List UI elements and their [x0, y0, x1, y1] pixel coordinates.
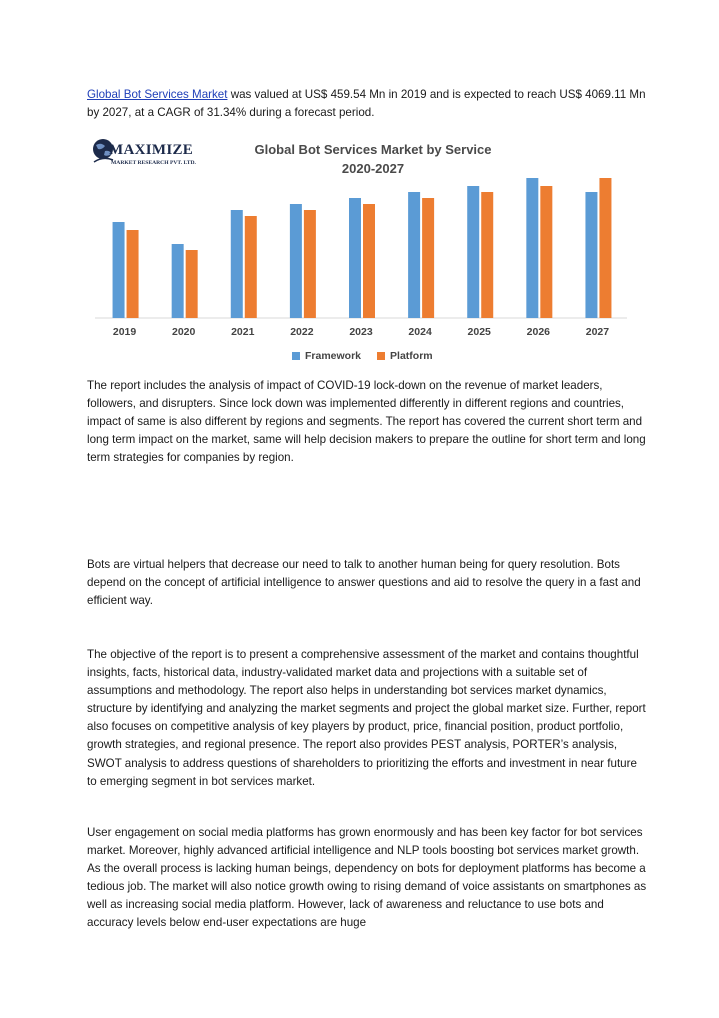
- legend-platform: [377, 350, 433, 362]
- covid-paragraph: The report includes the analysis of impact of COVID-19 lock-down on the revenue of market leaders, followers, and disrupters. Since lock down was implemented differently in different regions and countries, impact of same is also different by regions and segments. The report has covered the current short term and long term impact on the market, same will help decision makers to prepare the outline for short term and long term strategies for companies by region.: [87, 379, 646, 465]
- x-tick-label: 2020: [171, 326, 196, 338]
- bar-framework-2019: [113, 222, 125, 318]
- bar-framework-2023: [349, 198, 361, 318]
- x-tick-label: 2027: [585, 326, 610, 338]
- legend-framework-label: Framework: [305, 350, 362, 362]
- legend-platform-swatch: [377, 352, 385, 360]
- market-link[interactable]: Global Bot Services Market: [87, 88, 228, 101]
- bar-platform-2023: [363, 204, 375, 318]
- bar-framework-2024: [408, 192, 420, 318]
- objective-paragraph: The objective of the report is to present a comprehensive assessment of the market and contains thoughtful insights, facts, historical data, industry-validated market data and projections with a suitable set of assumptions and methodology. The report also helps in understanding bot services market dynamics, structure by identifying and analyzing the market segments and project the global market size. Further, report also focuses on competitive analysis of key players by product, price, financial position, product portfolio, growth strategies, and regional presence. The report also provides PEST analysis, PORTER’s analysis, SWOT analysis to address questions of shareholders to prioritizing the efforts and investment in near future to emerging segment in bot services market.: [87, 648, 646, 788]
- chart-legend: [292, 350, 433, 362]
- bar-platform-2022: [304, 210, 316, 318]
- bar-framework-2021: [231, 210, 243, 318]
- x-tick-label: 2023: [349, 326, 373, 338]
- bar-platform-2024: [422, 198, 434, 318]
- legend-platform-label: Platform: [390, 350, 433, 362]
- legend-framework-swatch: [292, 352, 300, 360]
- bar-framework-2020: [172, 244, 184, 318]
- bar-platform-2019: [127, 230, 139, 318]
- logo-subtitle: MARKET RESEARCH PVT. LTD.: [111, 160, 196, 166]
- bar-platform-2027: [599, 178, 611, 318]
- bots-paragraph: Bots are virtual helpers that decrease our need to talk to another human being for query resolution. Bots depend on the concept of artificial intelligence to answer questions and aid to resolve the query in a fast and efficient way.: [87, 558, 641, 608]
- intro-text: was valued at US$ 459.54 Mn in 2019 and is expected to reach US$ 4069.11 Mn by 2027, at a CAGR of 31.34% during a forecast period.: [87, 88, 646, 120]
- x-tick-label: 2026: [526, 326, 551, 338]
- engagement-paragraph: User engagement on social media platforms has grown enormously and has been key factor for bot services market. Moreover, highly advanced artificial intelligence and NLP tools boosting bot services market growth. As the overall process is lacking human beings, dependency on bots for deployment platforms has become a tedious job. The market will also notice growth owing to rising demand of voice assistants on smartphones as well as increasing social media platform. However, lack of awareness and reluctance to use bots and accuracy levels below end-user expectations are huge: [87, 826, 647, 930]
- chart-title: Global Bot Services Market by Service: [254, 142, 492, 157]
- bar-platform-2025: [481, 192, 493, 318]
- intro-paragraph: [87, 86, 647, 122]
- bar-platform-2020: [186, 250, 198, 318]
- x-tick-label: 2025: [467, 326, 491, 338]
- bar-framework-2026: [526, 178, 538, 318]
- logo-name: MAXIMIZE: [109, 142, 194, 158]
- bar-platform-2026: [540, 186, 552, 318]
- x-tick-label: 2021: [231, 326, 255, 338]
- x-tick-label: 2019: [112, 326, 137, 338]
- bar-framework-2025: [467, 186, 479, 318]
- x-tick-label: 2024: [408, 326, 432, 338]
- chart-figure: [87, 132, 632, 370]
- x-tick-label: 2022: [290, 326, 314, 338]
- chart-subtitle: 2020-2027: [341, 161, 405, 176]
- legend-framework: [292, 350, 361, 362]
- bar-framework-2022: [290, 204, 302, 318]
- bar-framework-2027: [585, 192, 597, 318]
- bar-platform-2021: [245, 216, 257, 318]
